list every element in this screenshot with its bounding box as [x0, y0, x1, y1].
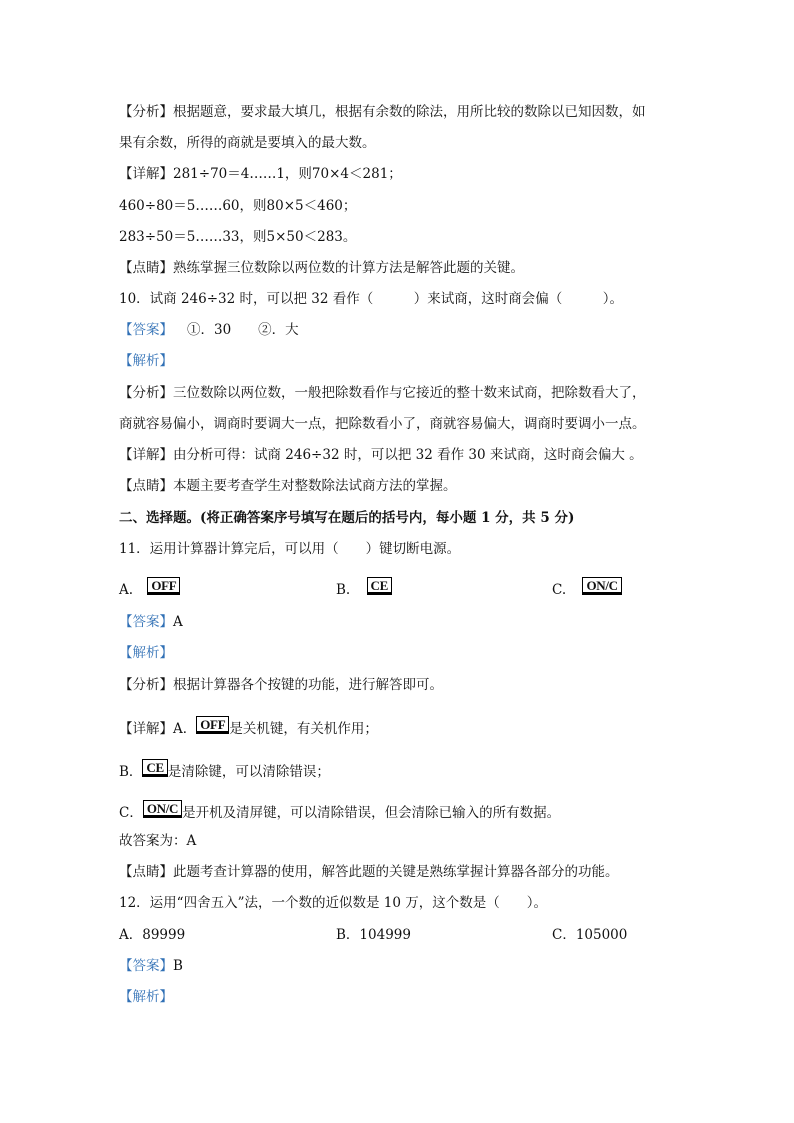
- dianjing-tag: 【点睛】: [119, 864, 173, 880]
- q12-option-c: C．105000: [552, 927, 628, 943]
- fenxi-tag: 【分析】: [119, 104, 173, 120]
- q11-fenxi-line: 【分析】根据计算器各个按键的功能，进行解答即可。: [119, 677, 443, 693]
- q9-fenxi-line2: 果有余数，所得的商就是要填入的最大数。: [119, 135, 376, 151]
- q12-option-b: B．104999: [336, 927, 411, 943]
- q11-xiangjie-b: B． CE 是清除键，可以清除错误；: [119, 760, 330, 780]
- q11-xiangjie-c: C． ON/C 是开机及清屏键，可以清除错误，但会清除已输入的所有数据。: [119, 801, 561, 821]
- dianjing-tag: 【点睛】: [119, 478, 173, 494]
- q11-jiexi-tag: 【解析】: [119, 645, 173, 661]
- q11-conclusion: 故答案为：A: [119, 833, 197, 849]
- xiangjie-tag: 【详解】: [119, 447, 173, 463]
- q12-option-a: A．89999: [119, 927, 186, 943]
- q11-option-a: A. OFF: [119, 577, 180, 599]
- ce-key-icon: CE: [142, 759, 167, 777]
- q11-option-c: C. ON/C: [552, 577, 622, 599]
- dianjing-tag: 【点睛】: [119, 260, 173, 276]
- xiangjie-tag: 【详解】: [119, 721, 173, 737]
- answer-tag: 【答案】: [119, 322, 173, 338]
- fenxi-tag: 【分析】: [119, 677, 173, 693]
- q9-xiangjie-line1: 【详解】281÷70＝4……1，则70×4＜281；: [119, 166, 402, 182]
- q9-dianjing-line: 【点睛】熟练掌握三位数除以两位数的计算方法是解答此题的关键。: [119, 260, 524, 276]
- q11-dianjing-line: 【点睛】此题考查计算器的使用，解答此题的关键是熟练掌握计算器各部分的功能。: [119, 864, 619, 880]
- ce-key-icon: CE: [367, 577, 392, 595]
- q10-fenxi-line2: 商就容易偏小，调商时要调大一点，把除数看小了，商就容易偏大，调商时要调小一点。: [119, 416, 646, 432]
- q10-jiexi-tag: 【解析】: [119, 353, 173, 369]
- q11-xiangjie-a: 【详解】A． OFF 是关机键，有关机作用；: [119, 717, 378, 737]
- q10-fenxi-line1: 【分析】三位数除以两位数，一般把除数看作与它接近的整十数来试商，把除数看大了，: [119, 385, 646, 401]
- off-key-icon: OFF: [196, 716, 229, 734]
- q12-jiexi-tag: 【解析】: [119, 989, 173, 1005]
- answer-tag: 【答案】: [119, 614, 173, 630]
- q9-xiangjie-line2: 460÷80＝5……60，则80×5＜460；: [119, 198, 357, 214]
- q10-dianjing-line: 【点睛】本题主要考查学生对整数除法试商方法的掌握。: [119, 478, 457, 494]
- q10-xiangjie-line: 【详解】由分析可得：试商 246÷32 时，可以把 32 看作 30 来试商，这时商会偏大 。: [119, 447, 643, 463]
- off-key-icon: OFF: [147, 577, 180, 595]
- fenxi-tag: 【分析】: [119, 385, 173, 401]
- q10-stem: 10．试商 246÷32 时，可以把 32 看作（ ）来试商，这时商会偏（ ）。: [119, 291, 624, 307]
- section-2-title: 二、选择题。(将正确答案序号填写在题后的括号内，每小题 1 分，共 5 分): [119, 510, 575, 526]
- q9-fenxi-line1: 【分析】根据题意，要求最大填几，根据有余数的除法，用所比较的数除以已知因数，如: [119, 104, 646, 120]
- q10-answer: 【答案】 ①．30 ②．大: [119, 322, 299, 338]
- q11-stem: 11．运用计算器计算完后，可以用（ ）键切断电源。: [119, 541, 461, 557]
- q11-option-b: B. CE: [336, 577, 392, 599]
- xiangjie-tag: 【详解】: [119, 166, 173, 182]
- answer-tag: 【答案】: [119, 958, 173, 974]
- q12-stem: 12．运用“四舍五入”法，一个数的近似数是 10 万，这个数是（ ）。: [119, 895, 547, 911]
- q9-xiangjie-line3: 283÷50＝5……33，则5×50＜283。: [119, 229, 357, 245]
- on-c-key-icon: ON/C: [143, 800, 182, 818]
- q11-answer: 【答案】A: [119, 614, 183, 630]
- on-c-key-icon: ON/C: [582, 577, 621, 595]
- q12-answer: 【答案】B: [119, 958, 183, 974]
